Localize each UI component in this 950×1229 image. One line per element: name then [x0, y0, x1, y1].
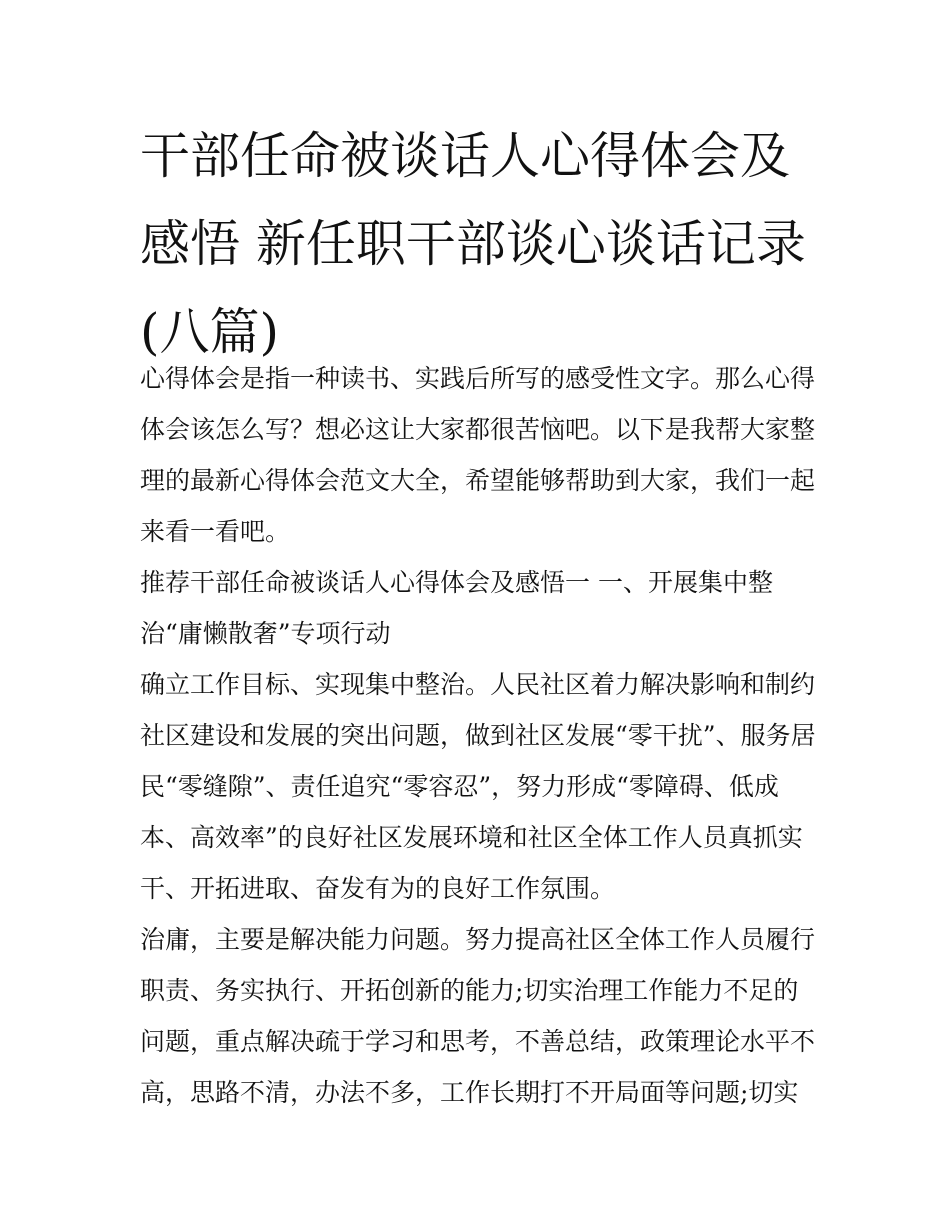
body-line: 来看一看吧。 — [140, 517, 291, 546]
body-line: 问题，重点解决疏于学习和思考，不善总结，政策理论水平不 — [140, 1027, 816, 1056]
document-title — [140, 112, 830, 376]
body-line: 高，思路不清，办法不多，工作长期打不开局面等问题;切实 — [140, 1078, 799, 1107]
body-line: 职责、务实执行、开拓创新的能力;切实治理工作能力不足的 — [140, 976, 799, 1005]
body-line: 理的最新心得体会范文大全，希望能够帮助到大家，我们一起 — [140, 466, 816, 495]
body-line: 治“庸懒散奢”专项行动 — [140, 619, 391, 648]
body-line: 民“零缝隙”、责任追究“零容忍”，努力形成“零障碍、低成 — [140, 772, 779, 801]
document-body — [140, 357, 830, 1122]
title-line: (八篇) — [140, 303, 280, 361]
body-line: 体会该怎么写？想必这让大家都很苦恼吧。以下是我帮大家整 — [140, 415, 816, 444]
body-line: 干、开拓进取、奋发有为的良好工作氛围。 — [140, 874, 616, 903]
body-line: 心得体会是指一种读书、实践后所写的感受性文字。那么心得 — [140, 364, 816, 393]
body-line: 治庸，主要是解决能力问题。努力提高社区全体工作人员履行 — [140, 925, 816, 954]
body-line: 推荐干部任命被谈话人心得体会及感悟一 一、开展集中整 — [140, 568, 773, 597]
title-line: 感悟 新任职干部谈心谈话记录 — [140, 215, 806, 273]
body-line: 社区建设和发展的突出问题，做到社区发展“零干扰”、服务居 — [140, 721, 816, 750]
title-line: 干部任命被谈话人心得体会及 — [140, 127, 790, 185]
body-line: 确立工作目标、实现集中整治。人民社区着力解决影响和制约 — [140, 670, 816, 699]
body-line: 本、高效率”的良好社区发展环境和社区全体工作人员真抓实 — [140, 823, 803, 852]
